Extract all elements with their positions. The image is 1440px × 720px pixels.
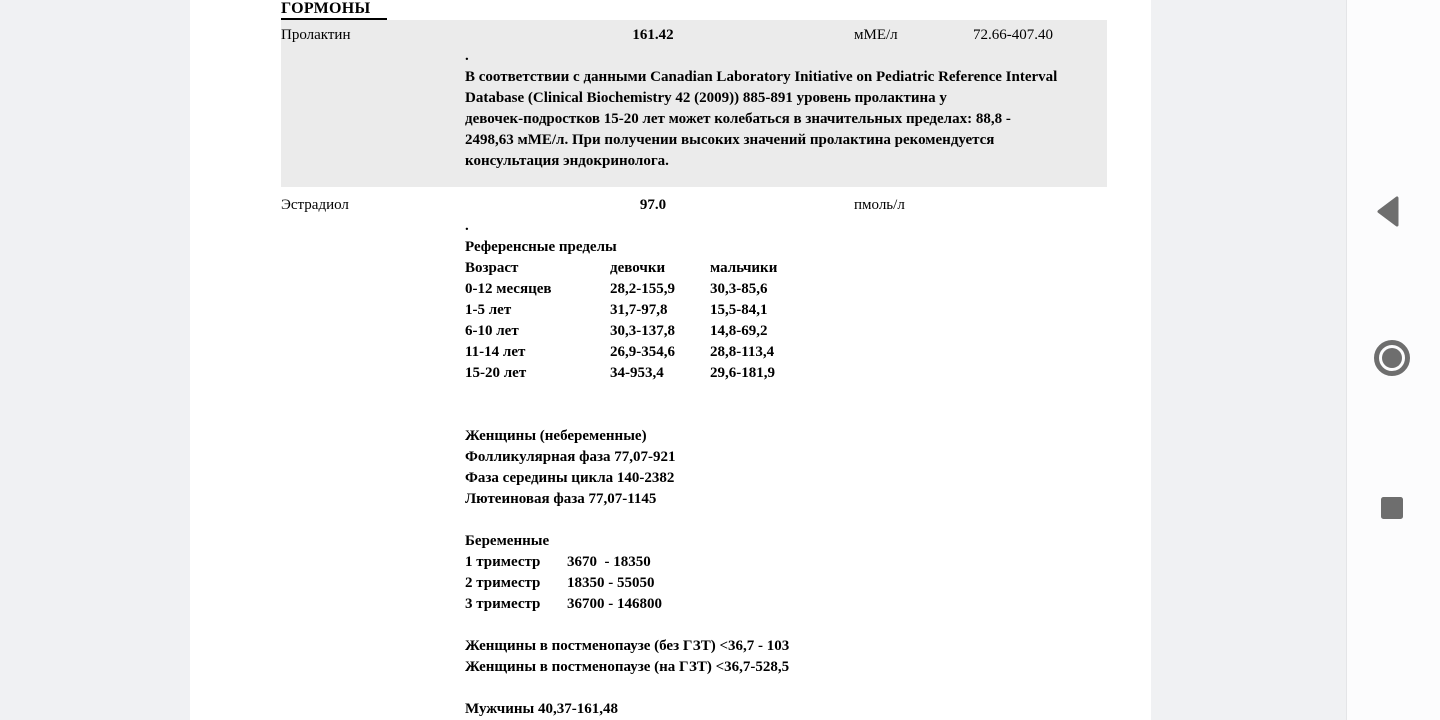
girls-cell: 31,7-97,8 xyxy=(610,302,668,318)
reference-line: Лютеиновая фаза 77,07-1145 xyxy=(465,491,657,507)
col-header-girls: девочки xyxy=(610,260,666,276)
trimester-label: 1 триместр xyxy=(465,554,541,570)
boys-cell: 30,3-85,6 xyxy=(710,281,768,297)
age-cell: 0-12 месяцев xyxy=(465,281,552,297)
analyte-units: пмоль/л xyxy=(854,197,905,213)
women-nonpregnant-title: Женщины (небеременные) xyxy=(465,428,647,444)
boys-cell: 14,8-69,2 xyxy=(710,323,768,339)
reference-line: Женщины в постменопаузе (на ГЗТ) <36,7-528,5 xyxy=(465,659,790,675)
reference-range: 72.66-407.40 xyxy=(973,27,1053,43)
table-row xyxy=(465,363,1107,384)
comment-line: девочек-подростков 15-20 лет может колебаться в значительных пределах: 88,8 - xyxy=(465,111,1011,127)
prolactin-comment xyxy=(465,46,1107,172)
reference-title: Референсные пределы xyxy=(465,239,617,255)
reference-line: Фаза середины цикла 140-2382 xyxy=(465,470,675,486)
pregnant-title: Беременные xyxy=(465,533,550,549)
men-reference-line: Мужчины 40,37-161,48 xyxy=(465,701,618,717)
girls-cell: 34-953,4 xyxy=(610,365,664,381)
recents-button[interactable] xyxy=(1380,496,1404,520)
table-row xyxy=(465,594,1107,615)
analyte-units: мМЕ/л xyxy=(854,27,898,43)
trimester-range: 18350 - 55050 xyxy=(567,575,655,591)
back-icon xyxy=(1376,194,1400,229)
analyte-name: Пролактин xyxy=(281,27,351,43)
section-title: ГОРМОНЫ xyxy=(281,0,387,20)
trimester-range: 36700 - 146800 xyxy=(567,596,662,612)
col-header-age: Возраст xyxy=(465,260,519,276)
reference-line: Женщины в постменопаузе (без ГЗТ) <36,7 - 103 xyxy=(465,638,790,654)
home-button[interactable] xyxy=(1372,338,1412,378)
age-cell: 6-10 лет xyxy=(465,323,519,339)
age-cell: 11-14 лет xyxy=(465,344,526,360)
comment-line: Database (Clinical Biochemistry 42 (2009)) 885-891 уровень пролактина у xyxy=(465,90,947,106)
recents-icon xyxy=(1380,496,1404,520)
comment-line: В соответствии с данными Canadian Laboratory Initiative on Pediatric Reference Interval xyxy=(465,69,1058,85)
analyte-value: 161.42 xyxy=(632,27,674,43)
table-row xyxy=(465,300,1107,321)
girls-cell: 26,9-354,6 xyxy=(610,344,675,360)
document-page[interactable] xyxy=(190,0,1151,720)
boys-cell: 28,8-113,4 xyxy=(710,344,775,360)
age-cell: 15-20 лет xyxy=(465,365,527,381)
home-icon xyxy=(1372,338,1412,378)
table-row xyxy=(465,552,1107,573)
estradiol-reference xyxy=(465,216,1107,720)
trimester-label: 2 триместр xyxy=(465,575,541,591)
comment-dot: . xyxy=(465,218,469,234)
analyte-value: 97.0 xyxy=(639,197,667,213)
table-row xyxy=(465,573,1107,594)
comment-line: 2498,63 мМЕ/л. При получении высоких значений пролактина рекомендуется xyxy=(465,132,995,148)
reference-range xyxy=(951,195,1107,216)
table-row xyxy=(465,342,1107,363)
trimester-label: 3 триместр xyxy=(465,596,541,612)
girls-cell: 28,2-155,9 xyxy=(610,281,675,297)
table-row xyxy=(465,279,1107,300)
boys-cell: 15,5-84,1 xyxy=(710,302,768,318)
col-header-boys: мальчики xyxy=(710,260,778,276)
prolactin-block xyxy=(281,20,1107,187)
reference-line: Фолликулярная фаза 77,07-921 xyxy=(465,449,676,465)
analyte-name: Эстрадиол xyxy=(281,197,349,213)
lab-report xyxy=(281,0,1107,720)
table-row xyxy=(465,321,1107,342)
comment-line: консультация эндокринолога. xyxy=(465,153,669,169)
back-button[interactable] xyxy=(1376,194,1400,229)
age-reference-table xyxy=(465,258,1107,384)
lab-row-prolactin xyxy=(281,25,1107,46)
table-header-row xyxy=(465,258,1107,279)
lab-row-estradiol xyxy=(281,195,1107,216)
android-navbar xyxy=(1346,0,1440,720)
trimester-range: 3670 - 18350 xyxy=(567,554,651,570)
girls-cell: 30,3-137,8 xyxy=(610,323,675,339)
age-cell: 1-5 лет xyxy=(465,302,512,318)
comment-dot: . xyxy=(465,48,469,64)
boys-cell: 29,6-181,9 xyxy=(710,365,775,381)
